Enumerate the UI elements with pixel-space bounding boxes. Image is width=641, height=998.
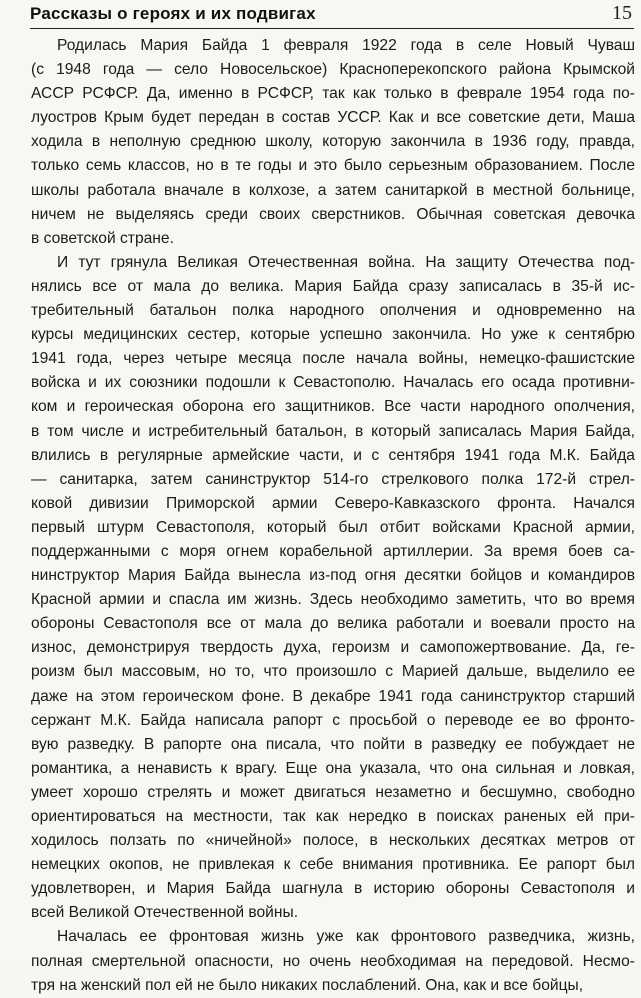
text-line: школы работала вначале в колхозе, а затем санитаркой в местной больнице, [31,181,635,199]
text-line: всей Великой Отечественной войны. [31,904,299,922]
text-line: в том числе и истребительный батальон, в который записалась Мария Байда, [31,422,635,440]
text-line: нялись все от мала до велика. Мария Байда сразу записалась в 35-й ис- [31,277,635,295]
text-line: романтика, а ненависть к врагу. Еще она указала, что она сильная и ловкая, [31,759,635,777]
text-line: ничем не выделяясь среди своих сверстников. Обычная советская девочка [31,205,635,223]
text-line: — санитарка, затем санинструктор 514-го стрелкового полка 172-й стрел- [31,470,635,488]
text-line: сержант М.К. Байда написала рапорт с просьбой о переводе ее во фронто- [31,711,635,729]
paragraph [31,34,635,251]
text-line: ходила в неполную среднюю школу, которую закончила в 1936 году, правда, [31,133,635,151]
text-line: ориентироваться на местности, так как нередко в поисках раненых ей при- [31,808,635,825]
text-line: луостров Крым будет передан в состав УССР. Как и все советские дети, Маша [31,109,635,127]
text-line: Родилась Мария Байда 1 февраля 1922 года в селе Новый Чуваш [57,37,635,54]
text-line: ком и героическая оборона его защитников. Все части народного ополчения, [31,398,635,416]
text-line: умеет хорошо стрелять и может двигаться незаметно и бесшумно, свободно [31,783,635,801]
text-line: курсы медицинских сестер, которые успешно закончила. Но уже к сентябрю [31,326,635,344]
text-line: 1941 года, через четыре месяца после начала войны, немецко-фашистские [31,350,635,368]
text-line: АССР РСФСР. Да, именно в РСФСР, так как только в феврале 1954 года по- [31,85,635,103]
text-line: Началась ее фронтовая жизнь уже как фронтового разведчика, жизнь, [57,928,635,946]
text-line: обороны Севастополя все от мала до велика работали и воевали просто на [31,615,635,633]
text-line: поддержанными с моря огнем корабельной артиллерии. За время боев са- [31,542,635,560]
text-line: (с 1948 года — село Новосельское) Красноперекопского района Крымской [31,61,635,79]
text-line: износ, демонстрируя твердость духа, героизм и самопожертвование. Да, ге- [31,639,635,657]
text-line: первый штурм Севастополя, который был отбит войсками Красной армии, [31,518,635,536]
paragraph [31,925,635,997]
paragraph [31,251,635,926]
text-line: войска и их союзники подошли к Севастополю. Началась его осада противни- [31,374,635,392]
text-line: И тут грянула Великая Отечественная война. На защиту Отечества под- [57,253,635,271]
text-line: роизм был массовым, но то, что произошло с Марией дальше, выделило ее [31,663,635,681]
chapter-title: Рассказы о героях и их подвигах [30,4,316,23]
text-line: ковой дивизии Приморской армии Северо-Кавказского фронта. Начался [31,494,635,512]
body-text [31,34,635,998]
text-line: тря на женский пол ей не было никаких послаблений. Она, как и все бойцы, [31,976,584,994]
text-line: полная смертельной опасности, но очень необходимая на передовой. Несмо- [31,952,635,970]
text-line: влились в регулярные армейские части, и с сентября 1941 года М.К. Байда [31,446,635,464]
running-header [30,2,634,29]
text-line: требительный батальон полка народного ополчения и одновременно на [31,302,635,320]
text-line: немецких окопов, не привлекая к себе внимания противника. Ее рапорт был [31,856,635,874]
page-number: 15 [612,2,632,24]
text-line: ходилось ползать по «ничейной» полосе, в нескольких десятках метров от [31,832,635,850]
text-line: даже на этом героическом фоне. В декабре 1941 года санинструктор старший [31,687,635,705]
text-line: только семь классов, но в те годы и это было серьезным образованием. После [31,157,635,175]
text-line: Красной армии и спасла им жизнь. Здесь необходимо заметить, что во время [31,591,635,609]
text-line: в советской стране. [31,229,174,247]
text-line: удовлетворен, и Мария Байда шагнула в историю обороны Севастополя и [31,880,635,898]
text-line: нинструктор Мария Байда вынесла из-под огня десятки бойцов и командиров [31,567,635,585]
text-line: вую разведку. В рапорте она писала, что пойти в разведку ее побуждает не [31,735,635,753]
